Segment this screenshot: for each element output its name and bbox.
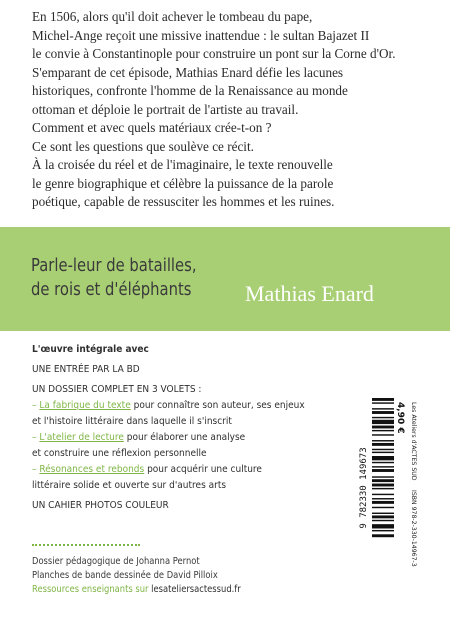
isbn-label: ISBN 978-2-330-14967-3 [410, 490, 417, 567]
publisher-label: Les Ateliers d'ACTES SUD [410, 402, 417, 481]
barcode-bar [372, 520, 394, 521]
book-title-line-2: de rois et d'éléphants [31, 280, 192, 300]
barcode-bar [372, 420, 394, 424]
barcode-digits: 9 782330 149673 [359, 447, 369, 529]
barcode-bar [372, 430, 394, 431]
barcode-bar [372, 515, 394, 518]
credit-illustrations: Planches de bande dessinée de David Pilloix [32, 570, 218, 581]
barcode-bar [372, 479, 394, 482]
barcode-bar [372, 466, 394, 467]
barcode-bar [372, 456, 394, 460]
barcode-bar [372, 494, 394, 495]
barcode-bar [372, 408, 394, 409]
contents-intro: L'œuvre intégrale avec [32, 344, 149, 355]
blurb-line: En 1506, alors qu'il doit achever le tombeau du pape, [32, 9, 313, 24]
barcode-bar [372, 488, 394, 489]
contents-item [32, 430, 356, 446]
barcode-bar [372, 402, 394, 403]
book-title [31, 254, 197, 302]
contents-bd-entry: UNE ENTRÉE PAR LA BD [32, 364, 140, 375]
contents-item-continuation: et construire une réflexion personnelle [32, 448, 207, 459]
barcode-svg [359, 388, 444, 588]
contents-item [32, 398, 356, 414]
contents-item-continuation: et l'histoire littéraire dans laquelle il s'inscrit [32, 416, 232, 427]
blurb-line: le convie à Constantinople pour construire un pont sur la Corne d'Or. [32, 46, 396, 61]
barcode-bar [372, 476, 394, 477]
credits [32, 555, 241, 597]
barcode-bar [372, 417, 394, 418]
barcode-bar [372, 462, 394, 463]
back-cover-blurb [32, 8, 432, 212]
contents-dossier: UN DOSSIER COMPLET EN 3 VOLETS : [32, 384, 202, 395]
resources-line [32, 583, 241, 597]
blurb-line: poétique, capable de ressusciter les hommes et les ruines. [32, 194, 335, 209]
barcode-bar [372, 507, 394, 508]
contents-item-continuation: littéraire solide et ouverte sur d'autres arts [32, 480, 227, 491]
resources-link[interactable]: lesateliersactessud.fr [151, 584, 241, 595]
contents-photos: UN CAHIER PHOTOS COULEUR [32, 500, 169, 511]
barcode-bar [372, 469, 394, 472]
blurb-line: Ce sont les questions que soulève ce récit. [32, 138, 254, 154]
barcode-bars [372, 398, 394, 537]
contents-item-highlight: La fabrique du texte [39, 400, 131, 411]
book-title-line-1: Parle-leur de batailles, [31, 256, 197, 276]
blurb-line: Comment et avec quels matériaux crée-t-on ? [32, 120, 272, 135]
barcode-bar [372, 426, 394, 429]
blurb-line: Michel-Ange reçoit une missive inattendue : le sultan Bajazet II [32, 27, 370, 43]
author-name: Mathias Enard [245, 281, 374, 306]
edition-contents [32, 342, 356, 514]
barcode-bar [372, 434, 394, 435]
barcode-bar [372, 530, 394, 531]
contents-item-highlight: L'atelier de lecture [39, 432, 124, 443]
dash-bullet: – [32, 464, 37, 475]
price-label: 4,90 € [395, 402, 405, 434]
contents-item-text: pour connaître son auteur, ses enjeux [130, 400, 305, 411]
contents-item-highlight: Résonances et rebonds [39, 464, 145, 475]
blurb-line: ottoman et déploie le portrait de l'artiste au travail. [32, 101, 299, 117]
blurb-line: le genre biographique et célèbre la puissance de la parole [32, 175, 334, 191]
credit-dossier: Dossier pédagogique de Johanna Pernot [32, 556, 200, 567]
barcode-bar [372, 501, 394, 504]
barcode-bar [372, 449, 394, 450]
footer-divider [32, 544, 140, 546]
barcode-bar [372, 524, 394, 528]
contents-item [32, 462, 356, 478]
barcode-bar [372, 513, 394, 514]
barcode-bar [372, 452, 394, 453]
barcode-bar [372, 440, 394, 441]
barcode-bar [372, 411, 394, 414]
barcode-bar [372, 398, 394, 401]
barcode-bar [372, 498, 394, 499]
barcode-block [359, 388, 444, 588]
dash-bullet: – [32, 432, 37, 443]
blurb-line: À la croisée du réel et de l'imaginaire, le texte renouvelle [32, 157, 333, 172]
blurb-line: historiques, confronte l'homme de la Renaissance au monde [32, 83, 348, 98]
barcode-bar [372, 443, 394, 446]
blurb-line: S'emparant de cet épisode, Mathias Enard défie les lacunes [32, 64, 344, 80]
resources-prefix: Ressources enseignants sur [32, 584, 152, 595]
barcode-bar [372, 534, 394, 537]
barcode-bar [372, 484, 394, 487]
contents-item-text: pour acquérir une culture [144, 464, 262, 475]
contents-item-text: pour élaborer une analyse [123, 432, 246, 443]
title-band [0, 227, 450, 331]
dash-bullet: – [32, 400, 37, 411]
